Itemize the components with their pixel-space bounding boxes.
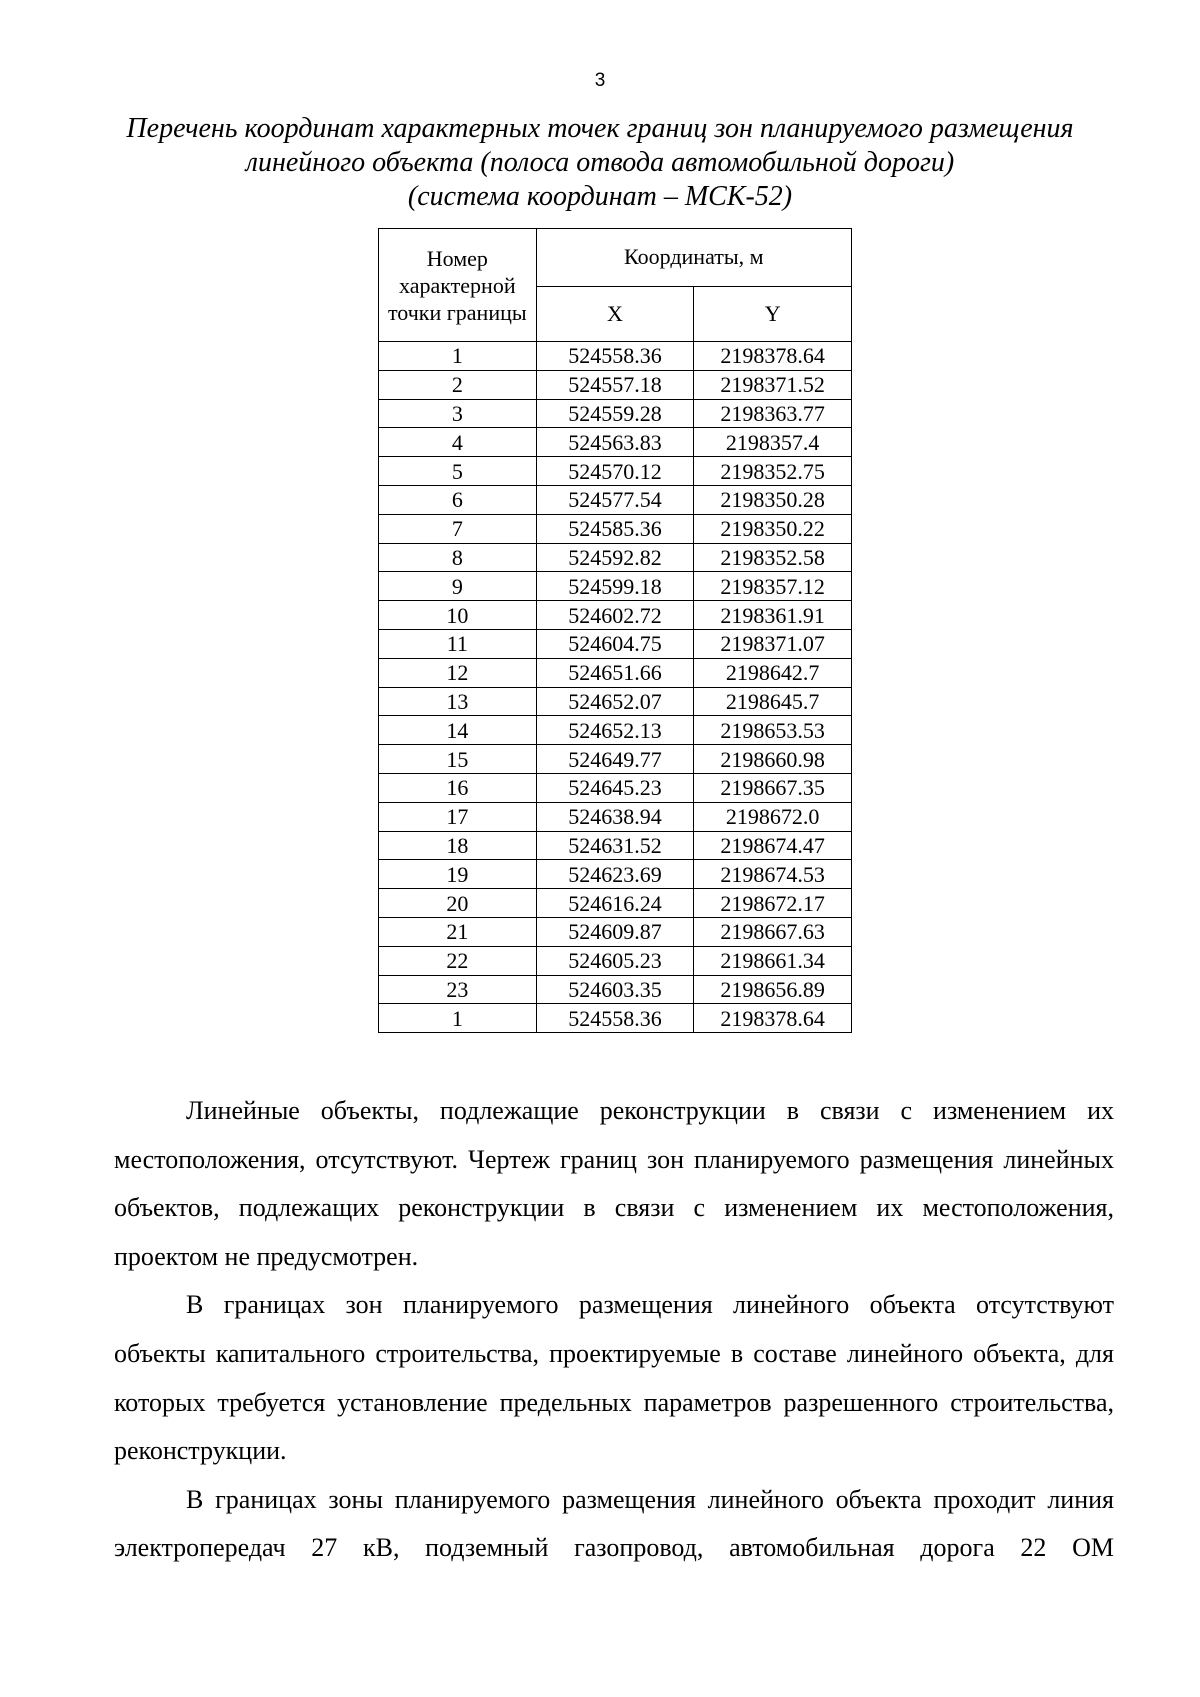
x-coordinate-cell: 524623.69 [536,860,694,889]
x-coordinate-cell: 524599.18 [536,572,694,601]
y-coordinate-cell: 2198378.64 [694,342,852,371]
point-number-cell: 6 [379,485,537,514]
x-coordinate-cell: 524645.23 [536,773,694,802]
y-coordinate-cell: 2198667.35 [694,773,852,802]
table-row [379,745,852,774]
x-coordinate-cell: 524616.24 [536,889,694,918]
table-row [379,917,852,946]
point-number-cell: 20 [379,889,537,918]
x-coordinate-cell: 524604.75 [536,629,694,658]
coordinates-table [378,228,852,1033]
table-row [379,572,852,601]
x-coordinate-cell: 524563.83 [536,428,694,457]
header-y: Y [694,286,852,342]
table-row [379,773,852,802]
x-coordinate-cell: 524559.28 [536,399,694,428]
table-body [379,342,852,1033]
point-number-cell: 23 [379,975,537,1004]
page-number: 3 [594,70,606,91]
table-row [379,687,852,716]
x-coordinate-cell: 524631.52 [536,831,694,860]
y-coordinate-cell: 2198661.34 [694,946,852,975]
x-coordinate-cell: 524603.35 [536,975,694,1004]
y-coordinate-cell: 2198672.0 [694,802,852,831]
title-line-1: Перечень координат характерных точек границ зон планируемого размещения [126,113,1074,144]
x-coordinate-cell: 524558.36 [536,342,694,371]
x-coordinate-cell: 524638.94 [536,802,694,831]
point-number-cell: 1 [379,1004,537,1033]
y-coordinate-cell: 2198357.4 [694,428,852,457]
title-line-2: линейного объекта (полоса отвода автомобильной дороги) [245,147,955,178]
y-coordinate-cell: 2198350.28 [694,485,852,514]
y-coordinate-cell: 2198642.7 [694,658,852,687]
x-coordinate-cell: 524649.77 [536,745,694,774]
table-row [379,975,852,1004]
x-coordinate-cell: 524585.36 [536,514,694,543]
table-row [379,629,852,658]
paragraph-1: Линейные объекты, подлежащие реконструкции в связи с изменением их местоположения, отсутствуют. Чертеж границ зон планируемого размещения линейных объектов, подлежащих реконструкции в связи с изменением их местоположения, проектом не предусмотрен. [114,1096,1114,1271]
x-coordinate-cell: 524609.87 [536,917,694,946]
x-coordinate-cell: 524570.12 [536,457,694,486]
table-row [379,946,852,975]
paragraph-2: В границах зон планируемого размещения линейного объекта отсутствуют объекты капитального строительства, проектируемые в составе линейного объекта, для которых требуется установление предельных параметров разрешенного строительства, реконструкции. [114,1290,1114,1466]
y-coordinate-cell: 2198667.63 [694,917,852,946]
table-row [379,716,852,745]
point-number-cell: 12 [379,658,537,687]
y-coordinate-cell: 2198352.58 [694,543,852,572]
y-coordinate-cell: 2198656.89 [694,975,852,1004]
x-coordinate-cell: 524651.66 [536,658,694,687]
table-row [379,543,852,572]
y-coordinate-cell: 2198361.91 [694,601,852,630]
paragraph-3: В границах зоны планируемого размещения линейного объекта проходит линия электропередач 27 кВ, подземный газопровод, автомобильная дорога 22 ОМ [114,1484,1114,1563]
point-number-cell: 5 [379,457,537,486]
header-x: X [536,286,694,342]
table-row [379,1004,852,1033]
header-point-number: Номер характерной точки границы [379,229,537,342]
table-row [379,428,852,457]
table-row [379,370,852,399]
point-number-cell: 21 [379,917,537,946]
y-coordinate-cell: 2198363.77 [694,399,852,428]
x-coordinate-cell: 524558.36 [536,1004,694,1033]
point-number-cell: 18 [379,831,537,860]
table-row [379,399,852,428]
x-coordinate-cell: 524557.18 [536,370,694,399]
point-number-cell: 9 [379,572,537,601]
table-row [379,342,852,371]
table-row [379,831,852,860]
point-number-cell: 15 [379,745,537,774]
y-coordinate-cell: 2198371.52 [694,370,852,399]
y-coordinate-cell: 2198674.53 [694,860,852,889]
x-coordinate-cell: 524577.54 [536,485,694,514]
y-coordinate-cell: 2198350.22 [694,514,852,543]
point-number-cell: 14 [379,716,537,745]
y-coordinate-cell: 2198378.64 [694,1004,852,1033]
table-row [379,485,852,514]
point-number-cell: 2 [379,370,537,399]
table-row [379,658,852,687]
point-number-cell: 11 [379,629,537,658]
point-number-cell: 10 [379,601,537,630]
table-row [379,802,852,831]
point-number-cell: 17 [379,802,537,831]
table-row [379,457,852,486]
body-text [114,1087,1114,1573]
x-coordinate-cell: 524652.13 [536,716,694,745]
y-coordinate-cell: 2198653.53 [694,716,852,745]
document-title [100,112,1100,214]
table-row [379,889,852,918]
y-coordinate-cell: 2198371.07 [694,629,852,658]
x-coordinate-cell: 524592.82 [536,543,694,572]
x-coordinate-cell: 524605.23 [536,946,694,975]
y-coordinate-cell: 2198672.17 [694,889,852,918]
table-row [379,601,852,630]
x-coordinate-cell: 524602.72 [536,601,694,630]
header-coordinates: Координаты, м [536,229,851,287]
point-number-cell: 1 [379,342,537,371]
table-row [379,860,852,889]
title-line-3: (система координат – МСК-52) [407,181,793,212]
table-row [379,514,852,543]
point-number-cell: 7 [379,514,537,543]
point-number-cell: 22 [379,946,537,975]
y-coordinate-cell: 2198660.98 [694,745,852,774]
y-coordinate-cell: 2198357.12 [694,572,852,601]
point-number-cell: 16 [379,773,537,802]
point-number-cell: 4 [379,428,537,457]
y-coordinate-cell: 2198674.47 [694,831,852,860]
point-number-cell: 3 [379,399,537,428]
y-coordinate-cell: 2198352.75 [694,457,852,486]
y-coordinate-cell: 2198645.7 [694,687,852,716]
x-coordinate-cell: 524652.07 [536,687,694,716]
point-number-cell: 19 [379,860,537,889]
point-number-cell: 8 [379,543,537,572]
point-number-cell: 13 [379,687,537,716]
